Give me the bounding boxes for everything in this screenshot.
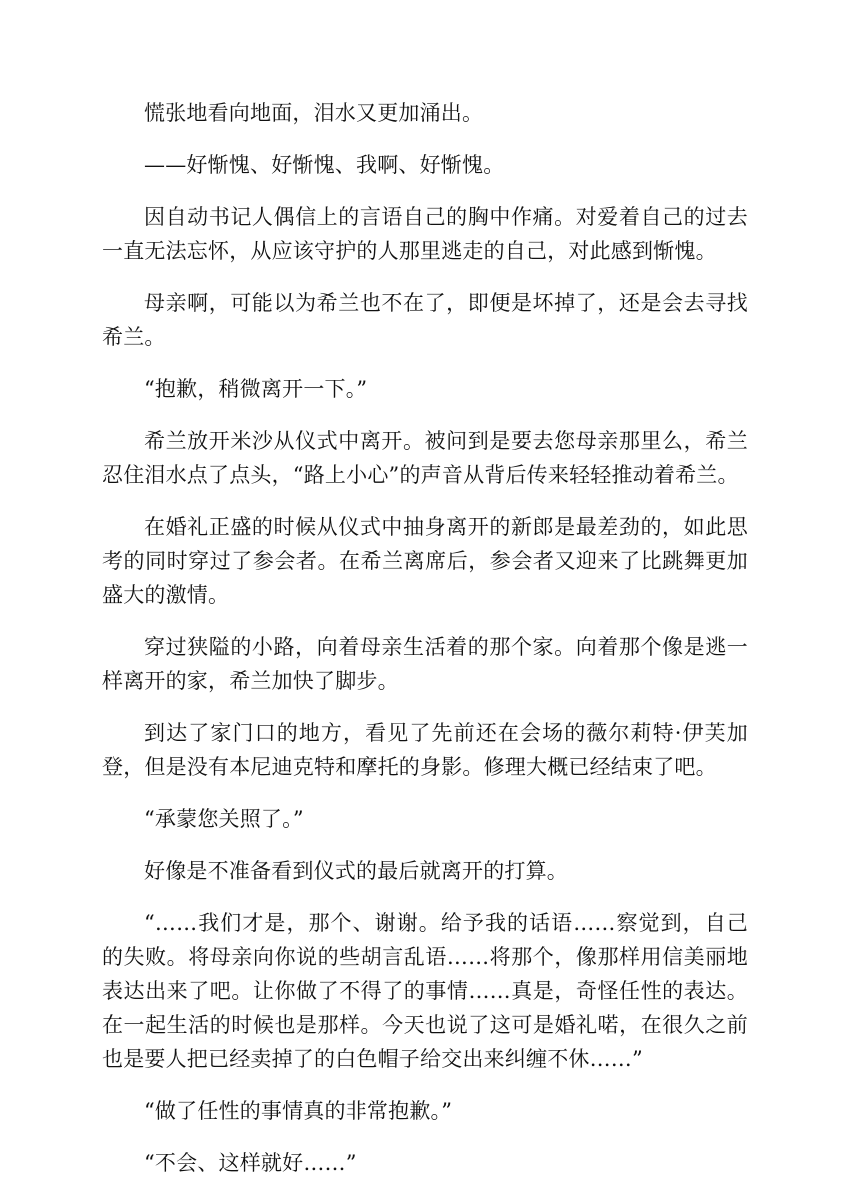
paragraph: “做了任性的事情真的非常抱歉。”	[144, 1099, 453, 1123]
paragraph: “……我们才是，那个、谢谢。给予我的话语……察觉到，自己的失败。将母亲向你说的些胡言乱语……将那个，像那样用信美丽地表达出来了吧。让你做了不得了的事情……真是，奇怪任性的表达。在一起生活的时候也是那样。今天也说了这可是婚礼喏，在很久之前也是要人把已经卖掉了的白色帽子给交出来纠缠不休……”	[102, 911, 748, 1071]
paragraph: 在婚礼正盛的时候从仪式中抽身离开的新郎是最差劲的，如此思考的同时穿过了参会者。在希兰离席后，参会者又迎来了比跳舞更加盛大的激情。	[102, 515, 748, 607]
paragraph: 穿过狭隘的小路，向着母亲生活着的那个家。向着那个像是逃一样离开的家，希兰加快了脚步。	[102, 635, 748, 693]
paragraph: “抱歉，稍微离开一下。”	[144, 377, 368, 401]
paragraph: 到达了家门口的地方，看见了先前还在会场的薇尔莉特·伊芙加登，但是没有本尼迪克特和摩托的身影。修理大概已经结束了吧。	[102, 721, 748, 779]
paragraph: ——好惭愧、好惭愧、我啊、好惭愧。	[144, 153, 505, 177]
paragraph: “承蒙您关照了。”	[144, 807, 304, 831]
paragraph: 好像是不准备看到仪式的最后就离开的打算。	[144, 859, 568, 883]
paragraph: 母亲啊，可能以为希兰也不在了，即便是坏掉了，还是会去寻找希兰。	[102, 291, 748, 349]
paragraph: 慌张地看向地面，泪水又更加涌出。	[144, 101, 484, 125]
paragraph: 希兰放开米沙从仪式中离开。被问到是要去您母亲那里么，希兰忍住泪水点了点头，“路上小心”的声音从背后传来轻轻推动着希兰。	[102, 429, 748, 487]
paragraph: “不会、这样就好……”	[144, 1151, 357, 1175]
paragraph: 因自动书记人偶信上的言语自己的胸中作痛。对爱着自己的过去一直无法忘怀，从应该守护的人那里逃走的自己，对此感到惭愧。	[102, 205, 748, 263]
